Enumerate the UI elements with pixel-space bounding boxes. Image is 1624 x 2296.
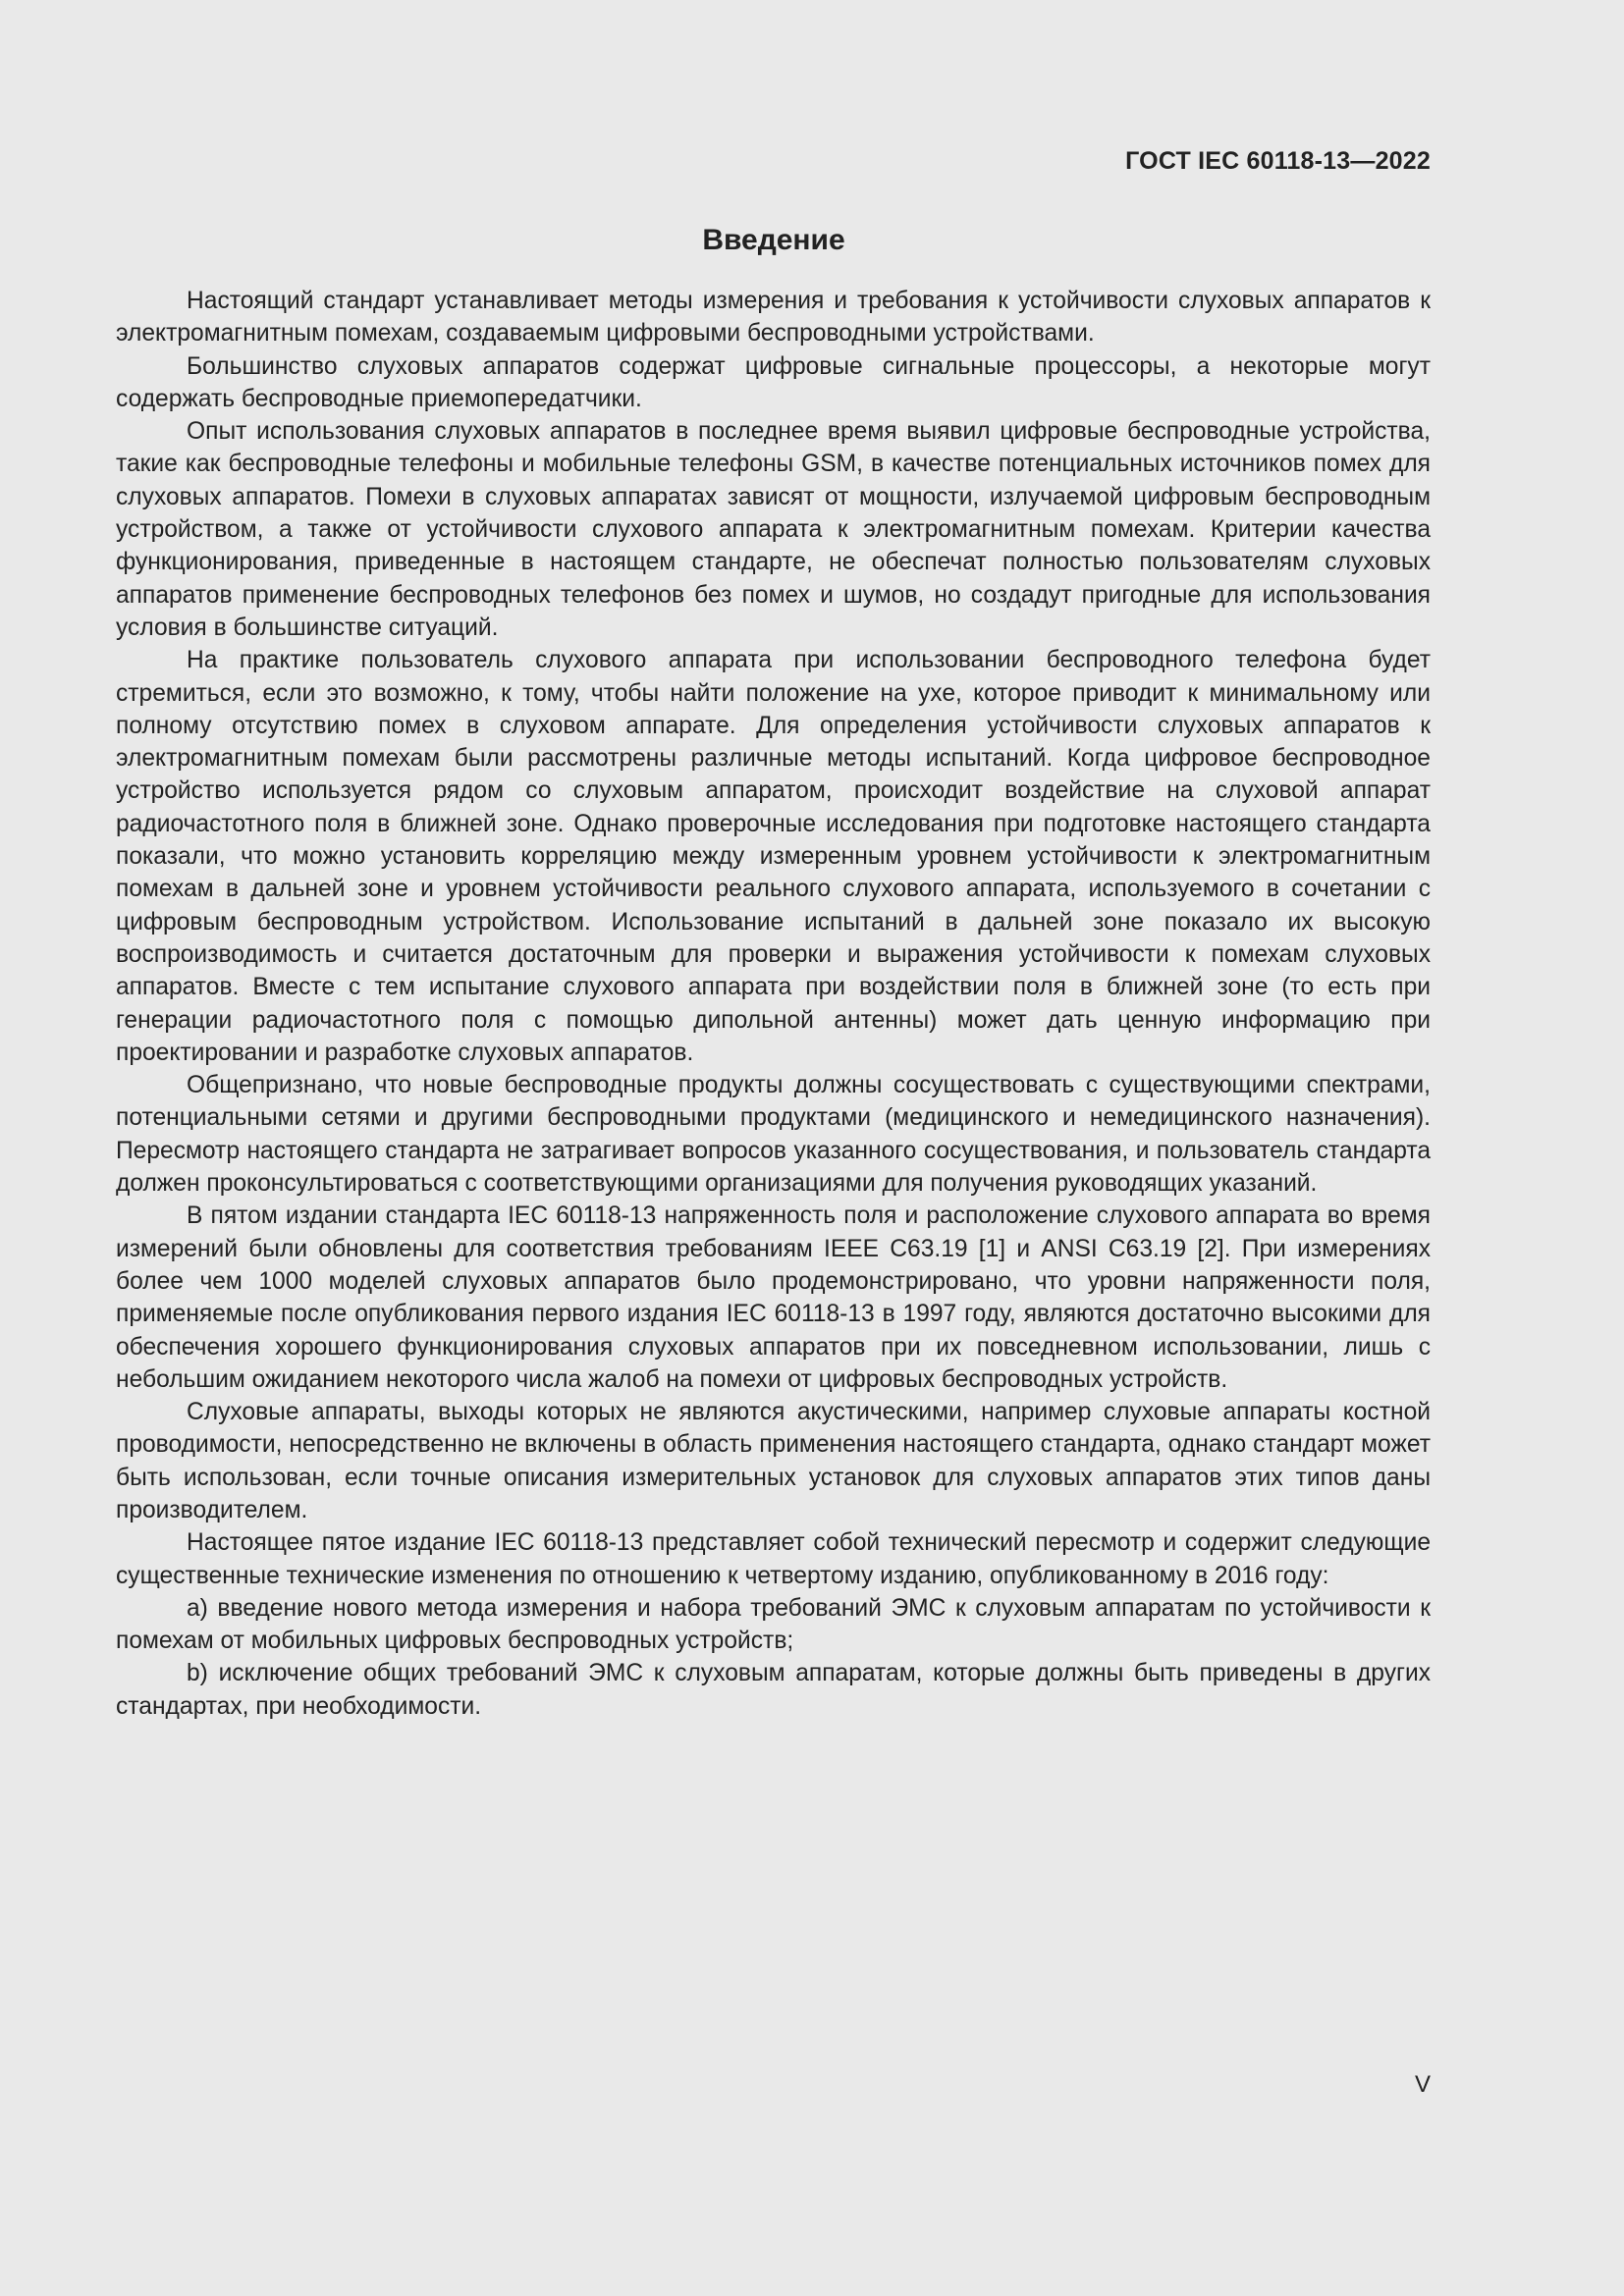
page-title: Введение xyxy=(702,224,845,256)
paragraph-experience: Опыт использования слуховых аппаратов в последнее время выявил цифровые беспроводные устройства, такие как беспроводные телефоны и мобильные телефоны GSM, в качестве потенциальных источников помех для слуховых аппаратов. Помехи в слуховых аппаратах зависят от мощности, излучаемой цифровым беспроводным устройством, а также от устойчивости слухового аппарата к электромагнитным помехам. Критерии качества функционирования, приведенные в настоящем стандарте, не обеспечат полностью пользователям слуховых аппаратов применение беспроводных телефонов без помех и шумов, но создадут пригодные для использования условия в большинстве ситуаций. xyxy=(116,418,1431,641)
page-number: V xyxy=(1414,2071,1431,2098)
paragraph-scope: Настоящий стандарт устанавливает методы измерения и требования к устойчивости слуховых аппаратов к электромагнитным помехам, создаваемым цифровыми беспроводными устройствами. xyxy=(116,288,1431,347)
paragraph-bone-conduction: Слуховые аппараты, выходы которых не являются акустическими, например слуховые аппараты костной проводимости, непосредственно не включены в область применения настоящего стандарта, однако стандарт может быть использован, если точные описания измерительных установок для слуховых аппаратов этих типов даны производителем. xyxy=(116,1399,1431,1523)
body-text xyxy=(116,285,1431,1723)
paragraph-fifth-edition: В пятом издании стандарта IEC 60118-13 напряженность поля и расположение слухового аппарата во время измерений были обновлены для соответствия требованиям IEEE C63.19 [1] и ANSI C63.19 [2]. При измерениях более чем 1000 моделей слуховых аппаратов было продемонстрировано, что уровни напряженности поля, применяемые после опубликования первого издания IEC 60118-13 в 1997 году, являются достаточно высокими для обеспечения хорошего функционирования слуховых аппаратов при их повседневном использовании, лишь с небольшим ожиданием некоторого числа жалоб на помехи от цифровых беспроводных устройств. xyxy=(116,1202,1431,1393)
paragraph-processors: Большинство слуховых аппаратов содержат цифровые сигнальные процессоры, а некоторые могут содержать беспроводные приемопередатчики. xyxy=(116,352,1431,412)
paragraph-changes-intro: Настоящее пятое издание IEC 60118-13 представляет собой технический пересмотр и содержит следующие существенные технические изменения по отношению к четвертому изданию, опубликованному в 2016 году: xyxy=(116,1529,1431,1589)
list-item-b: b) исключение общих требований ЭМС к слуховым аппаратам, которые должны быть приведены в других стандартах, при необходимости. xyxy=(116,1660,1431,1720)
list-item-a: а) введение нового метода измерения и набора требований ЭМС к слуховым аппаратам по устойчивости к помехам от мобильных цифровых беспроводных устройств; xyxy=(116,1594,1431,1655)
paragraph-coexistence: Общепризнано, что новые беспроводные продукты должны сосуществовать с существующими спектрами, потенциальными сетями и другими беспроводными продуктами (медицинского и немедицинского назначения). Пересмотр настоящего стандарта не затрагивает вопросов указанного сосуществования, и пользователь стандарта должен проконсультироваться с соответствующими организациями для получения руководящих указаний. xyxy=(116,1072,1431,1198)
paragraph-practice: На практике пользователь слухового аппарата при использовании беспроводного телефона будет стремиться, если это возможно, к тому, чтобы найти положение на ухе, которое приводит к минимальному или полному отсутствию помех в слуховом аппарате. Для определения устойчивости слуховых аппаратов к электромагнитным помехам были рассмотрены различные методы испытаний. Когда цифровое беспроводное устройство используется рядом со слуховым аппаратом, происходит воздействие на слуховой аппарат радиочастотного поля в ближней зоне. Однако проверочные исследования при подготовке настоящего стандарта показали, что можно установить корреляцию между измеренным уровнем устойчивости к электромагнитным помехам в дальней зоне и уровнем устойчивости реального слухового аппарата, используемого в сочетании с цифровым беспроводным устройством. Использование испытаний в дальней зоне показало их высокую воспроизводимость и считается достаточным для проверки и выражения устойчивости к помехам слуховых аппаратов. Вместе с тем испытание слухового аппарата при воздействии поля в ближней зоне (то есть при генерации радиочастотного поля с помощью дипольной антенны) может дать ценную информацию при проектировании и разработке слуховых аппаратов. xyxy=(116,647,1431,1066)
standard-designation: ГОСТ IEC 60118-13—2022 xyxy=(1125,147,1431,175)
